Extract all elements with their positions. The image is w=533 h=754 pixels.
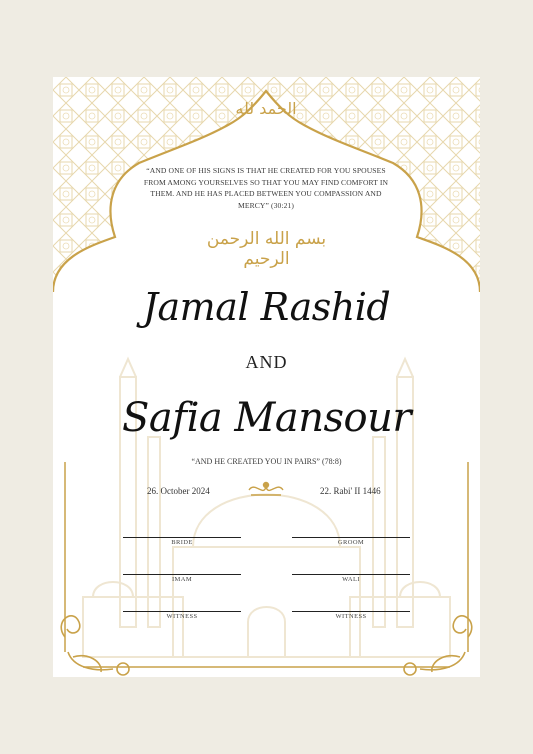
quran-quote: “AND ONE OF HIS SIGNS IS THAT HE CREATED FOR YOU SPOUSES FROM AMONG YOURSELVES SO THAT YOU MAY FIND COMFORT IN THEM. AND HE HAS PLACED BETWEEN YOU COMPASSION AND MERCY” (30:21) (143, 166, 389, 210)
groom-label: GROOM (337, 539, 365, 546)
bismillah-calligraphy: بسم الله الرحمن الرحيم (206, 229, 327, 269)
arabic-calligraphy-header: الحمد لله (235, 99, 297, 118)
hijri-date: 22. Rabi' II 1446 (320, 486, 381, 496)
imam-label: IMAM (171, 576, 193, 583)
witness-left-label: WITNESS (166, 613, 198, 620)
witness-right-label: WITNESS (335, 613, 367, 620)
bride-label: BRIDE (171, 539, 193, 546)
gregorian-date: 26. October 2024 (147, 486, 210, 496)
witness-right-signature-line (292, 611, 410, 612)
certificate-card (53, 77, 480, 677)
wali-label: WALI (342, 576, 360, 583)
wali-signature-line (292, 574, 410, 575)
verse-quote: “AND HE CREATED YOU IN PAIRS” (78:8) (191, 457, 342, 466)
imam-signature-line (123, 574, 241, 575)
conjunction: AND (245, 352, 288, 372)
groom-name: Jamal Rashid (142, 285, 391, 329)
bride-name: Safia Mansour (122, 395, 411, 441)
witness-left-signature-line (123, 611, 241, 612)
bride-signature-line (123, 537, 241, 538)
groom-signature-line (292, 537, 410, 538)
